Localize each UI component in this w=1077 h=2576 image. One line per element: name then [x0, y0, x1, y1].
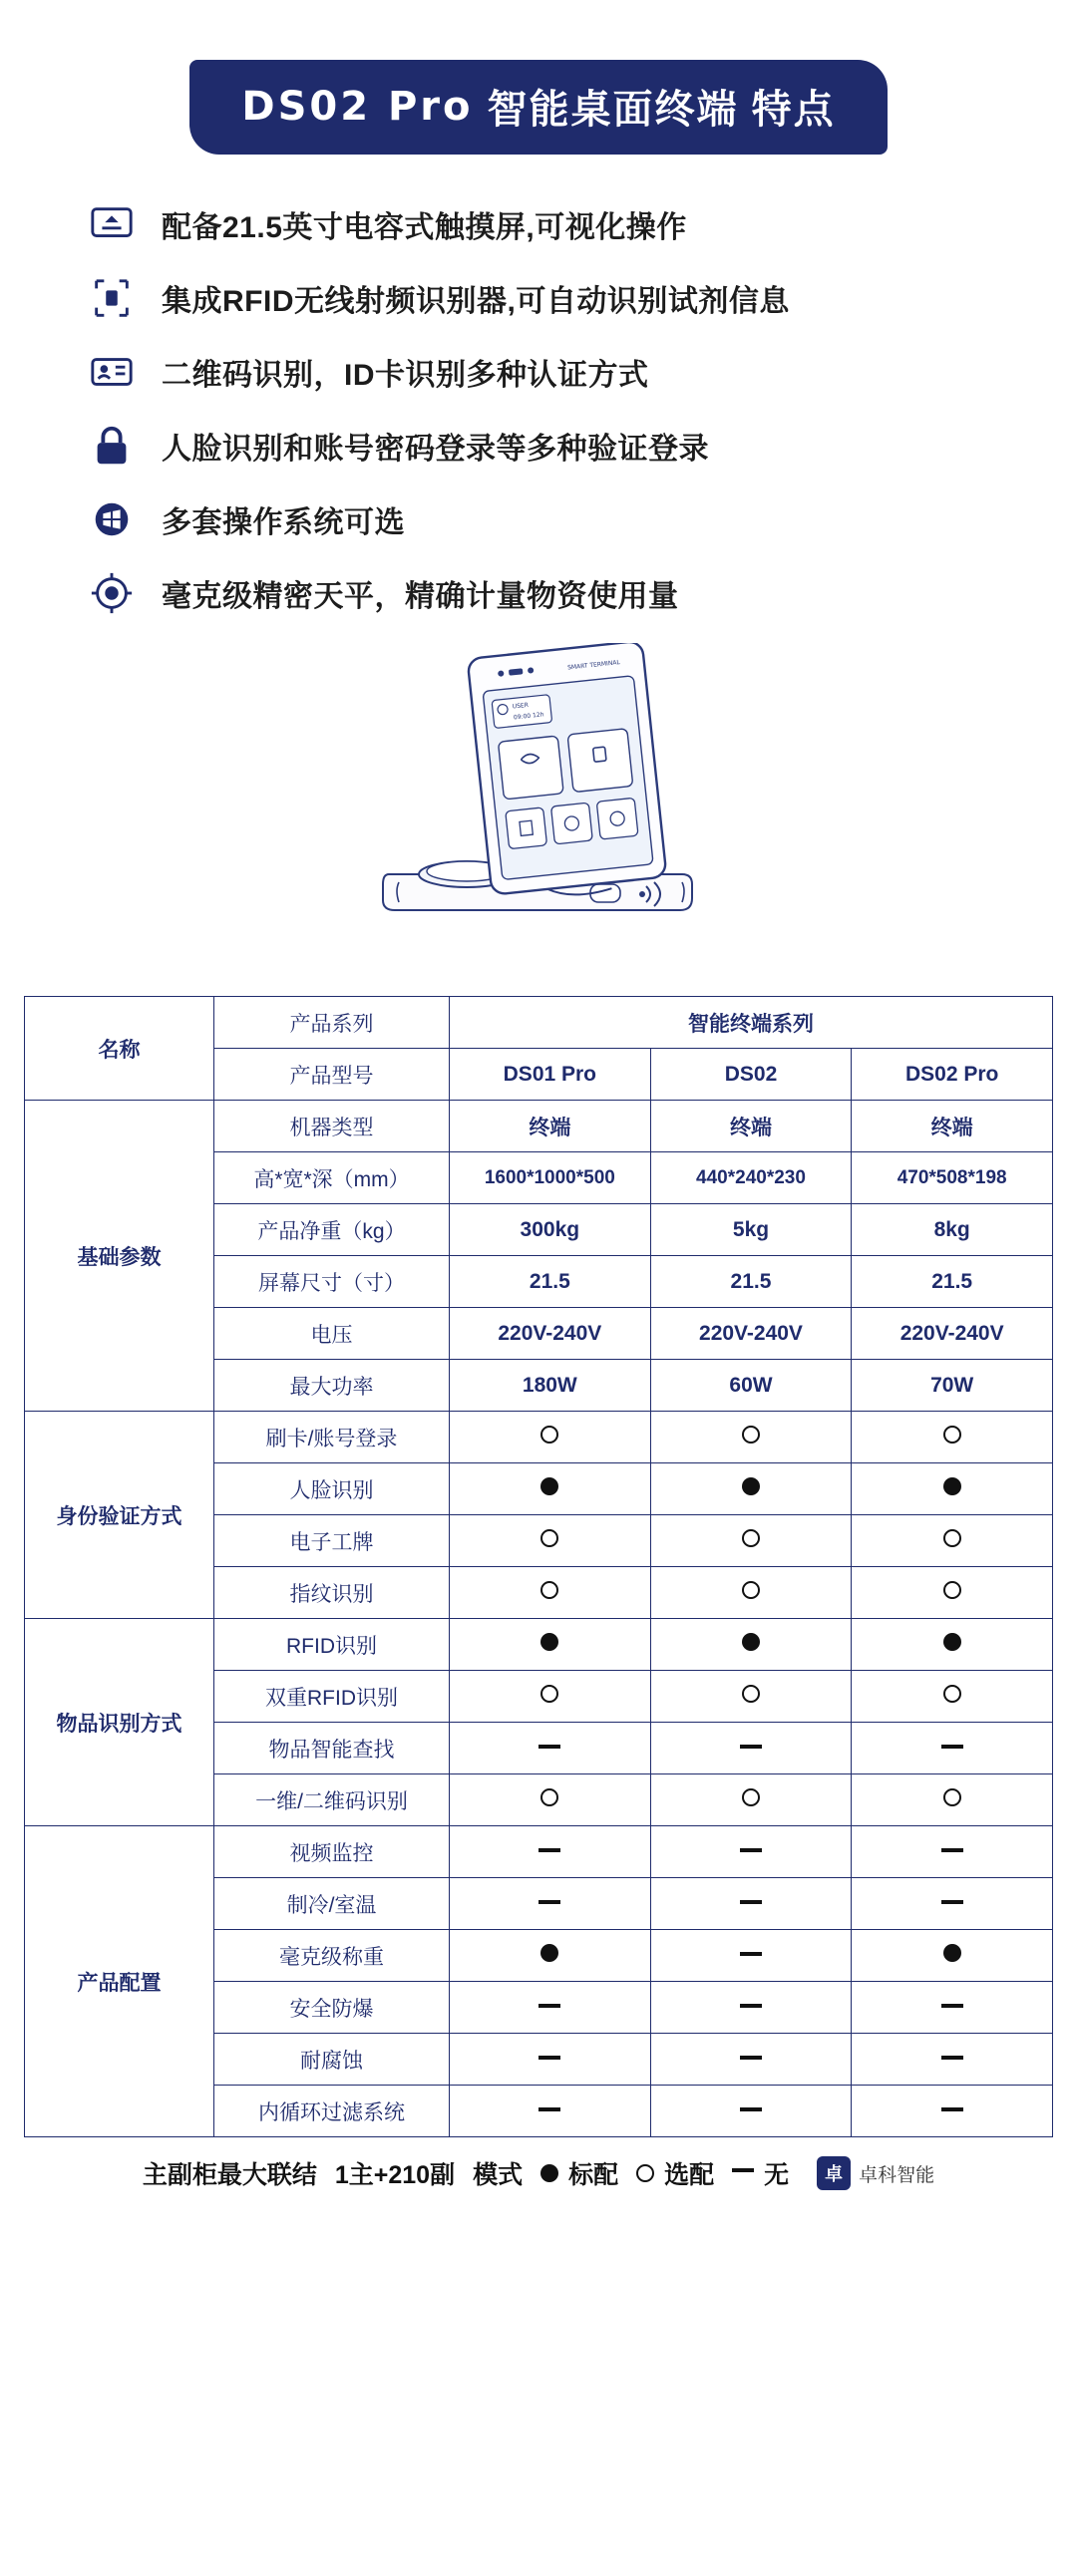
- table-cell: 470*508*198: [852, 1152, 1053, 1204]
- os-icon: [88, 495, 136, 543]
- table-cell: [650, 1671, 852, 1723]
- table-cell: [450, 2034, 651, 2086]
- row-label: 机器类型: [214, 1101, 450, 1152]
- table-cell: 21.5: [852, 1256, 1053, 1308]
- model-name: DS02 Pro: [852, 1049, 1053, 1101]
- model-name: DS02: [650, 1049, 852, 1101]
- rfid-reader-icon: [88, 274, 136, 322]
- dash-icon: [740, 1900, 762, 1904]
- table-cell: 终端: [650, 1101, 852, 1152]
- row-label: 电子工牌: [214, 1515, 450, 1567]
- legend-optional-label: 选配: [664, 2161, 715, 2189]
- feature-text: 配备21.5英寸电容式触摸屏,可视化操作: [162, 211, 687, 244]
- table-row: [25, 1412, 1053, 1463]
- precision-scale-icon: [88, 569, 136, 617]
- filled-dot-icon: [742, 1477, 760, 1495]
- svg-text:USER: USER: [512, 701, 530, 711]
- table-cell: 300kg: [450, 1204, 651, 1256]
- table-row: [25, 1826, 1053, 1878]
- legend-none-label: 无: [764, 2161, 790, 2189]
- table-cell: [450, 2086, 651, 2137]
- table-cell: [650, 1412, 852, 1463]
- legend-standard: [540, 2155, 618, 2191]
- filled-dot-icon: [540, 1477, 558, 1495]
- open-dot-icon: [540, 1581, 558, 1599]
- dash-icon: [941, 1848, 963, 1852]
- dash-icon: [740, 1952, 762, 1956]
- row-label: 安全防爆: [214, 1982, 450, 2034]
- table-cell: 5kg: [650, 1204, 852, 1256]
- row-group-label: 基础参数: [25, 1101, 214, 1412]
- row-label: 屏幕尺寸（寸）: [214, 1256, 450, 1308]
- row-label: 耐腐蚀: [214, 2034, 450, 2086]
- open-dot-icon: [540, 1788, 558, 1806]
- dash-icon: [538, 1848, 560, 1852]
- table-cell: 1600*1000*500: [450, 1152, 651, 1204]
- legend-note-suffix: 模式: [473, 2161, 524, 2189]
- table-cell: [852, 1982, 1053, 2034]
- device-drawing: [359, 643, 718, 942]
- row-label: 物品智能查找: [214, 1723, 450, 1774]
- row-label: 刷卡/账号登录: [214, 1412, 450, 1463]
- filled-dot-icon: [943, 1477, 961, 1495]
- table-cell: [450, 1930, 651, 1982]
- filled-dot-icon: [943, 1633, 961, 1651]
- legend-none: [732, 2155, 789, 2191]
- row-label: 双重RFID识别: [214, 1671, 450, 1723]
- feature-item: [88, 495, 1077, 543]
- legend-note-highlight: 1主+210副: [334, 2161, 456, 2189]
- filled-dot-icon: [943, 1944, 961, 1962]
- feature-item: [88, 422, 1077, 470]
- wechat-icon: 卓: [817, 2156, 851, 2190]
- legend-optional: [636, 2155, 714, 2191]
- banner-model: DS02 Pro: [241, 83, 474, 130]
- table-cell: [650, 2086, 852, 2137]
- table-cell: [852, 1774, 1053, 1826]
- table-cell: 220V-240V: [650, 1308, 852, 1360]
- spec-table-container: [24, 996, 1053, 2137]
- row-label: 产品净重（kg）: [214, 1204, 450, 1256]
- table-cell: [450, 1878, 651, 1930]
- table-cell: [450, 1619, 651, 1671]
- dash-icon: [740, 2056, 762, 2060]
- dash-icon: [941, 1900, 963, 1904]
- table-cell: 8kg: [852, 1204, 1053, 1256]
- table-legend: [0, 2155, 1077, 2201]
- open-dot-icon: [943, 1426, 961, 1444]
- wechat-name: 卓科智能: [859, 2164, 935, 2186]
- spec-table: [24, 996, 1053, 2137]
- filled-dot-icon: [540, 1944, 558, 1962]
- row-label: 最大功率: [214, 1360, 450, 1412]
- device-illustration: [0, 643, 1077, 962]
- table-cell: [650, 1567, 852, 1619]
- dash-icon: [941, 1745, 963, 1749]
- title-banner-container: [0, 0, 1077, 155]
- filled-dot-icon: [540, 2164, 558, 2182]
- open-dot-icon: [540, 1529, 558, 1547]
- table-cell: [852, 2086, 1053, 2137]
- lock-icon: [88, 422, 136, 470]
- row-label: 视频监控: [214, 1826, 450, 1878]
- table-cell: [650, 1826, 852, 1878]
- dash-icon: [941, 2056, 963, 2060]
- monitor-icon: [88, 200, 136, 248]
- table-cell: [450, 1412, 651, 1463]
- table-cell: [852, 1671, 1053, 1723]
- feature-text: 二维码识别，ID卡识别多种认证方式: [162, 359, 649, 392]
- row-group-label: 产品配置: [25, 1826, 214, 2137]
- row-label: 高*宽*深（mm）: [214, 1152, 450, 1204]
- title-banner: [189, 60, 887, 155]
- table-cell: [450, 1671, 651, 1723]
- row-label: 电压: [214, 1308, 450, 1360]
- table-cell: [450, 1723, 651, 1774]
- wechat-badge: [817, 2156, 934, 2190]
- dash-icon: [740, 1745, 762, 1749]
- dash-icon: [740, 2004, 762, 2008]
- open-dot-icon: [540, 1685, 558, 1703]
- feature-item: [88, 348, 1077, 396]
- open-dot-icon: [943, 1788, 961, 1806]
- dash-icon: [941, 2004, 963, 2008]
- svg-text:SMART TERMINAL: SMART TERMINAL: [566, 659, 621, 672]
- open-dot-icon: [742, 1685, 760, 1703]
- table-cell: [852, 1412, 1053, 1463]
- table-cell: 终端: [450, 1101, 651, 1152]
- open-dot-icon: [943, 1581, 961, 1599]
- feature-text: 集成RFID无线射频识别器,可自动识别试剂信息: [162, 285, 790, 318]
- row-label: 产品系列: [214, 997, 450, 1049]
- row-label: 产品型号: [214, 1049, 450, 1101]
- table-cell: [852, 1930, 1053, 1982]
- table-cell: [852, 1515, 1053, 1567]
- feature-item: [88, 200, 1077, 248]
- table-cell: 21.5: [650, 1256, 852, 1308]
- table-cell: [450, 1982, 651, 2034]
- dash-icon: [538, 2107, 560, 2111]
- table-cell: [650, 1930, 852, 1982]
- feature-text: 毫克级精密天平，精确计量物资使用量: [162, 580, 679, 613]
- table-cell: 70W: [852, 1360, 1053, 1412]
- series-value: 智能终端系列: [450, 997, 1053, 1049]
- table-cell: [650, 1774, 852, 1826]
- table-cell: [650, 2034, 852, 2086]
- dash-icon: [538, 1745, 560, 1749]
- table-cell: [650, 1878, 852, 1930]
- open-dot-icon: [540, 1426, 558, 1444]
- model-name: DS01 Pro: [450, 1049, 651, 1101]
- table-cell: [450, 1826, 651, 1878]
- row-label: 人脸识别: [214, 1463, 450, 1515]
- row-group-label: 身份验证方式: [25, 1412, 214, 1619]
- table-cell: 180W: [450, 1360, 651, 1412]
- table-cell: [852, 1878, 1053, 1930]
- table-cell: [650, 1515, 852, 1567]
- table-row: [25, 1619, 1053, 1671]
- open-dot-icon: [742, 1529, 760, 1547]
- table-row: [25, 997, 1053, 1049]
- table-cell: [852, 1567, 1053, 1619]
- filled-dot-icon: [742, 1633, 760, 1651]
- row-label: 指纹识别: [214, 1567, 450, 1619]
- open-dot-icon: [742, 1426, 760, 1444]
- table-row: [25, 1101, 1053, 1152]
- legend-standard-label: 标配: [568, 2161, 619, 2189]
- table-cell: [852, 1723, 1053, 1774]
- id-card-icon: [88, 348, 136, 396]
- feature-text: 人脸识别和账号密码登录等多种验证登录: [162, 433, 709, 466]
- table-cell: [852, 1619, 1053, 1671]
- row-label: 内循环过滤系统: [214, 2086, 450, 2137]
- dash-icon: [538, 2056, 560, 2060]
- open-dot-icon: [742, 1788, 760, 1806]
- feature-item: [88, 569, 1077, 617]
- dash-icon: [538, 1900, 560, 1904]
- table-cell: [852, 1826, 1053, 1878]
- open-dot-icon: [636, 2164, 654, 2182]
- table-cell: [852, 1463, 1053, 1515]
- banner-title: 智能桌面终端 特点: [487, 88, 836, 132]
- open-dot-icon: [943, 1529, 961, 1547]
- table-cell: [450, 1515, 651, 1567]
- table-cell: 21.5: [450, 1256, 651, 1308]
- dash-icon: [740, 2107, 762, 2111]
- row-label: 毫克级称重: [214, 1930, 450, 1982]
- table-cell: 220V-240V: [450, 1308, 651, 1360]
- dash-icon: [941, 2107, 963, 2111]
- table-cell: [450, 1567, 651, 1619]
- table-cell: 60W: [650, 1360, 852, 1412]
- table-cell: [650, 1723, 852, 1774]
- feature-text: 多套操作系统可选: [162, 506, 405, 539]
- table-cell: [450, 1463, 651, 1515]
- table-cell: 220V-240V: [852, 1308, 1053, 1360]
- row-group-label: 名称: [25, 997, 214, 1101]
- table-cell: [650, 1982, 852, 2034]
- open-dot-icon: [742, 1581, 760, 1599]
- table-cell: [650, 1619, 852, 1671]
- table-cell: [650, 1463, 852, 1515]
- feature-list: [0, 200, 1077, 617]
- legend-note-prefix: 主副柜最大联结: [142, 2161, 317, 2189]
- feature-item: [88, 274, 1077, 322]
- filled-dot-icon: [540, 1633, 558, 1651]
- row-label: RFID识别: [214, 1619, 450, 1671]
- dash-icon: [740, 1848, 762, 1852]
- svg-text:09:00 12h: 09:00 12h: [513, 711, 544, 722]
- dash-icon: [538, 2004, 560, 2008]
- open-dot-icon: [943, 1685, 961, 1703]
- table-cell: 440*240*230: [650, 1152, 852, 1204]
- table-cell: [450, 1774, 651, 1826]
- dash-icon: [732, 2168, 754, 2172]
- row-label: 一维/二维码识别: [214, 1774, 450, 1826]
- table-cell: 终端: [852, 1101, 1053, 1152]
- table-cell: [852, 2034, 1053, 2086]
- row-group-label: 物品识别方式: [25, 1619, 214, 1826]
- row-label: 制冷/室温: [214, 1878, 450, 1930]
